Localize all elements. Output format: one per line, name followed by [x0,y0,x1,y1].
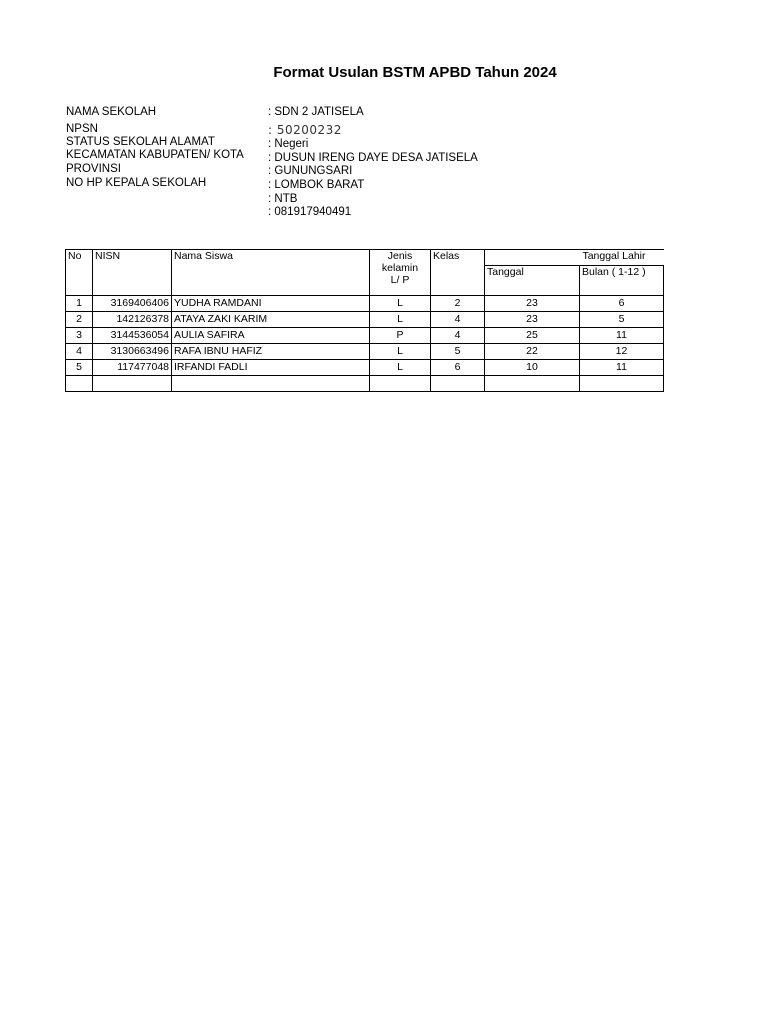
value-kabupaten: : LOMBOK BARAT [268,179,365,191]
value-provinsi: : NTB [268,193,298,205]
label-no-hp: NO HP KEPALA SEKOLAH [66,177,207,189]
label-kecamatan-kabupaten: KECAMATAN KABUPATEN/ KOTA [66,149,244,161]
cell-nama: ATAYA ZAKI KARIM [172,312,370,328]
cell-bulan: 5 [580,312,664,328]
cell-jk: L [370,344,431,360]
cell-no: 3 [66,328,93,344]
header-nisn: NISN [93,250,172,296]
cell-tanggal: 10 [485,360,580,376]
table-row [66,296,664,312]
label-npsn: NPSN [66,123,98,135]
header-no: No [66,250,93,296]
label-provinsi: PROVINSI [66,163,121,175]
value-npsn: : 50200232 [268,123,342,137]
cell-kelas: 4 [431,328,485,344]
header-kelas: Kelas [431,250,485,296]
cell-tanggal: 23 [485,312,580,328]
cell-kelas: 6 [431,360,485,376]
value-status: : Negeri [268,138,309,150]
table-row [66,360,664,376]
cell-jk: L [370,360,431,376]
cell-bulan: 6 [580,296,664,312]
cell-jk: L [370,312,431,328]
cell-nisn: 3169406406 [93,296,172,312]
empty-cell [93,376,172,392]
cell-nama: YUDHA RAMDANI [172,296,370,312]
cell-bulan: 11 [580,328,664,344]
value-no-hp: : 081917940491 [268,206,352,218]
cell-jk: P [370,328,431,344]
table-row [66,328,664,344]
cell-nama: IRFANDI FADLI [172,360,370,376]
student-table [65,249,664,392]
table-row [66,312,664,328]
cell-kelas: 4 [431,312,485,328]
empty-cell [485,376,580,392]
cell-nama: RAFA IBNU HAFIZ [172,344,370,360]
header-tanggal: Tanggal [485,266,580,296]
cell-no: 5 [66,360,93,376]
cell-tanggal: 23 [485,296,580,312]
cell-tanggal: 25 [485,328,580,344]
document-title: Format Usulan BSTM APBD Tahun 2024 [273,64,557,81]
empty-cell [370,376,431,392]
value-nama-sekolah: : SDN 2 JATISELA [268,106,364,118]
value-alamat: : DUSUN IRENG DAYE DESA JATISELA [268,152,478,164]
cell-nisn: 3130663496 [93,344,172,360]
empty-row [66,376,664,392]
cell-bulan: 11 [580,360,664,376]
cell-nama: AULIA SAFIRA [172,328,370,344]
header-tanggal-lahir: Tanggal Lahir [485,250,664,266]
header-bulan: Bulan ( 1-12 ) [580,266,664,296]
cell-nisn: 117477048 [93,360,172,376]
empty-cell [66,376,93,392]
cell-jk: L [370,296,431,312]
cell-nisn: 142126378 [93,312,172,328]
header-nama: Nama Siswa [172,250,370,296]
label-nama-sekolah: NAMA SEKOLAH [66,106,157,118]
cell-no: 2 [66,312,93,328]
empty-cell [431,376,485,392]
cell-kelas: 2 [431,296,485,312]
cell-kelas: 5 [431,344,485,360]
empty-cell [580,376,664,392]
cell-nisn: 3144536054 [93,328,172,344]
header-jenis-kelamin: Jenis kelamin L/ P [370,250,431,296]
cell-bulan: 12 [580,344,664,360]
value-kecamatan: : GUNUNGSARI [268,165,353,177]
cell-tanggal: 22 [485,344,580,360]
cell-no: 4 [66,344,93,360]
empty-cell [172,376,370,392]
cell-no: 1 [66,296,93,312]
label-status-alamat: STATUS SEKOLAH ALAMAT [66,136,215,148]
table-row [66,344,664,360]
